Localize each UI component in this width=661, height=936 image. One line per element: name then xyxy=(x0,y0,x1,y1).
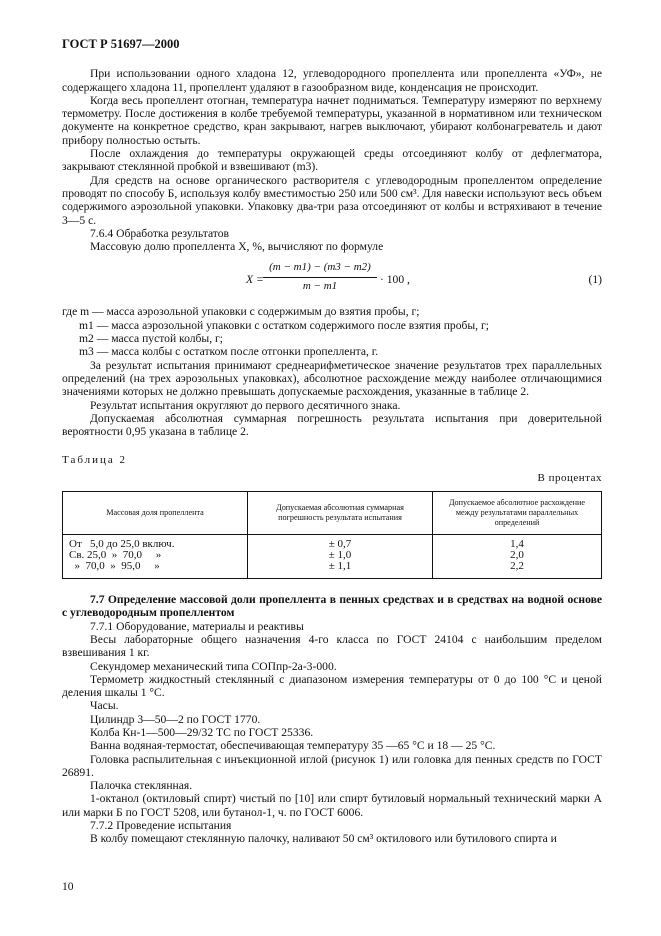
formula-fraction xyxy=(263,261,377,293)
paragraph-procedure: В колбу помещают стеклянную палочку, наливают 50 см³ октилового или бутилового спирта и xyxy=(90,832,557,846)
discrepancy-row-1: 1,4 xyxy=(510,538,524,551)
paragraph-rounding: Результат испытания округляют до первого десятичного знака. xyxy=(90,398,401,412)
paragraph-formula-intro: Массовую долю пропеллента X, %, вычисляют по формуле xyxy=(90,240,384,254)
section-7-7-title: 7.7 Определение массовой доли пропеллента в пенных средствах и в средствах на водной основе с углеводородным пропеллентом xyxy=(62,593,602,620)
discrepancy-row-2: 2,0 xyxy=(510,549,524,562)
formula-lhs: X = xyxy=(246,273,264,287)
formula-1 xyxy=(62,261,602,299)
item-cylinder: Цилиндр 3—50—2 по ГОСТ 1770. xyxy=(90,712,261,726)
discrepancy-row-3: 2,2 xyxy=(510,560,524,573)
table-header-row xyxy=(63,492,602,535)
formula-definitions xyxy=(62,305,602,358)
paragraph-result-parallel: За результат испытания принимают среднеарифметическое значение результатов трех параллельных определений (на трех аэрозольных упаковках), абсолютное расхождение между наиболее отличающимися значениями которых не должно превышать допускаемые расхождения, указанные в таблице 2. xyxy=(62,358,602,399)
range-row-2: Св. 25,0 » 70,0 » xyxy=(69,549,162,562)
paragraph-cooling: После охлаждения до температуры окружающей среды отсоединяют колбу от дефлегматора, закрывают стеклянной пробкой и взвешивают (m3). xyxy=(62,147,602,174)
table-header-discrepancy: Допускаемое абсолютное расхождение между результатами параллельных определений xyxy=(433,492,602,535)
paragraph-freon12: При использовании одного хладона 12, углеводородного пропеллента или пропеллента «УФ», не содержащего хладона 11, пропеллент удаляют в газообразном виде, конденсация не происходит. xyxy=(62,67,602,94)
table-cell-discrepancy xyxy=(433,535,602,579)
paragraph-organic-solvent: Для средств на основе органического растворителя с углеводородным пропеллентом определение проводят по способу Б, используя колбу вместимостью 250 или 500 см³. Для навески используют весь объем содержимого аэрозольной упаковки. Упаковку два-три раза отсоединяют от колбы и встряхивают в течение 3—5 с. xyxy=(62,173,602,227)
table-row xyxy=(63,535,602,579)
item-glass-rod: Палочка стеклянная. xyxy=(90,779,193,793)
item-octanol: 1-октанол (октиловый спирт) чистый по [10] или спирт бутиловый нормальный технический марки А или марки Б по ГОСТ 5208, или бутанол-1, ч. по ГОСТ 6006. xyxy=(62,792,602,819)
item-water-bath: Ванна водяная-термостат, обеспечивающая температуру 35 —65 °С и 18 — 25 °С. xyxy=(90,739,496,753)
table-2 xyxy=(62,491,602,579)
subsection-7-7-1: 7.7.1 Оборудование, материалы и реактивы xyxy=(90,619,304,633)
error-row-1: ± 0,7 xyxy=(328,538,352,551)
document-header: ГОСТ Р 51697—2000 xyxy=(62,37,180,51)
formula-multiplier: · 100 , xyxy=(380,273,410,287)
range-row-1: От 5,0 до 25,0 включ. xyxy=(69,538,175,551)
range-row-3: » 70,0 » 95,0 » xyxy=(69,560,160,573)
table-unit: В процентах xyxy=(537,471,602,484)
definition-m1: m1 — масса аэрозольной упаковки с остатком содержимого после взятия пробы, г; xyxy=(79,318,489,332)
item-thermometer: Термометр жидкостный стеклянный с диапазоном измерения температуры от 0 до 100 °С и ценой деления шкалы 1 °С. xyxy=(62,672,602,700)
formula-numerator: (m − m1) − (m3 − m2) xyxy=(263,261,377,277)
definition-m: где m — масса аэрозольной упаковки с содержимым до взятия пробы, г; xyxy=(62,305,420,319)
subsection-7-7-2: 7.7.2 Проведение испытания xyxy=(90,819,232,833)
formula-number: (1) xyxy=(588,273,602,287)
table-header-mass-fraction: Массовая доля пропеллента xyxy=(63,492,248,535)
table-cell-error xyxy=(248,535,433,579)
page-number: 10 xyxy=(62,880,74,893)
table-title: Таблица 2 xyxy=(62,454,128,467)
document-page xyxy=(62,38,602,846)
definition-m3: m3 — масса колбы с остатком после отгонки пропеллента, г. xyxy=(79,345,379,359)
paragraph-error: Допускаемая абсолютная суммарная погрешность результата испытания при доверительной вероятности 0,95 указана в таблице 2. xyxy=(62,411,602,439)
item-clock: Часы. xyxy=(90,699,119,713)
formula-denominator: m − m1 xyxy=(302,279,338,292)
error-row-2: ± 1,0 xyxy=(328,549,352,562)
table-cell-range xyxy=(63,535,248,579)
subsection-7-6-4: 7.6.4 Обработка результатов xyxy=(90,226,229,240)
error-row-3: ± 1,1 xyxy=(328,560,352,573)
item-flask: Колба Кн-1—500—29/32 ТС по ГОСТ 25336. xyxy=(90,725,314,739)
item-scales: Весы лабораторные общего назначения 4-го класса по ГОСТ 24104 с наибольшим пределом взвешивания 1 кг. xyxy=(62,632,602,660)
item-stopwatch: Секундомер механический типа СОПпр-2а-3-000. xyxy=(90,659,337,673)
definition-m2: m2 — масса пустой колбы, г; xyxy=(79,332,223,346)
table-header-total-error: Допускаемая абсолютная суммарная погрешность результата испытания xyxy=(248,492,433,535)
paragraph-temperature-rise: Когда весь пропеллент отогнан, температура начнет подниматься. Температуру измеряют по верхнему термометру. После достижения в колбе требуемой температуры, указанной в нормативном или техническом документе на конкретное средство, кран закрывают, нагрев выключают, убирают колбонагреватель и дают прибору полностью остыть. xyxy=(62,93,602,147)
item-spray-head: Головка распылительная с инъекционной иглой (рисунок 1) или головка для пенных средств по ГОСТ 26891. xyxy=(62,752,602,779)
